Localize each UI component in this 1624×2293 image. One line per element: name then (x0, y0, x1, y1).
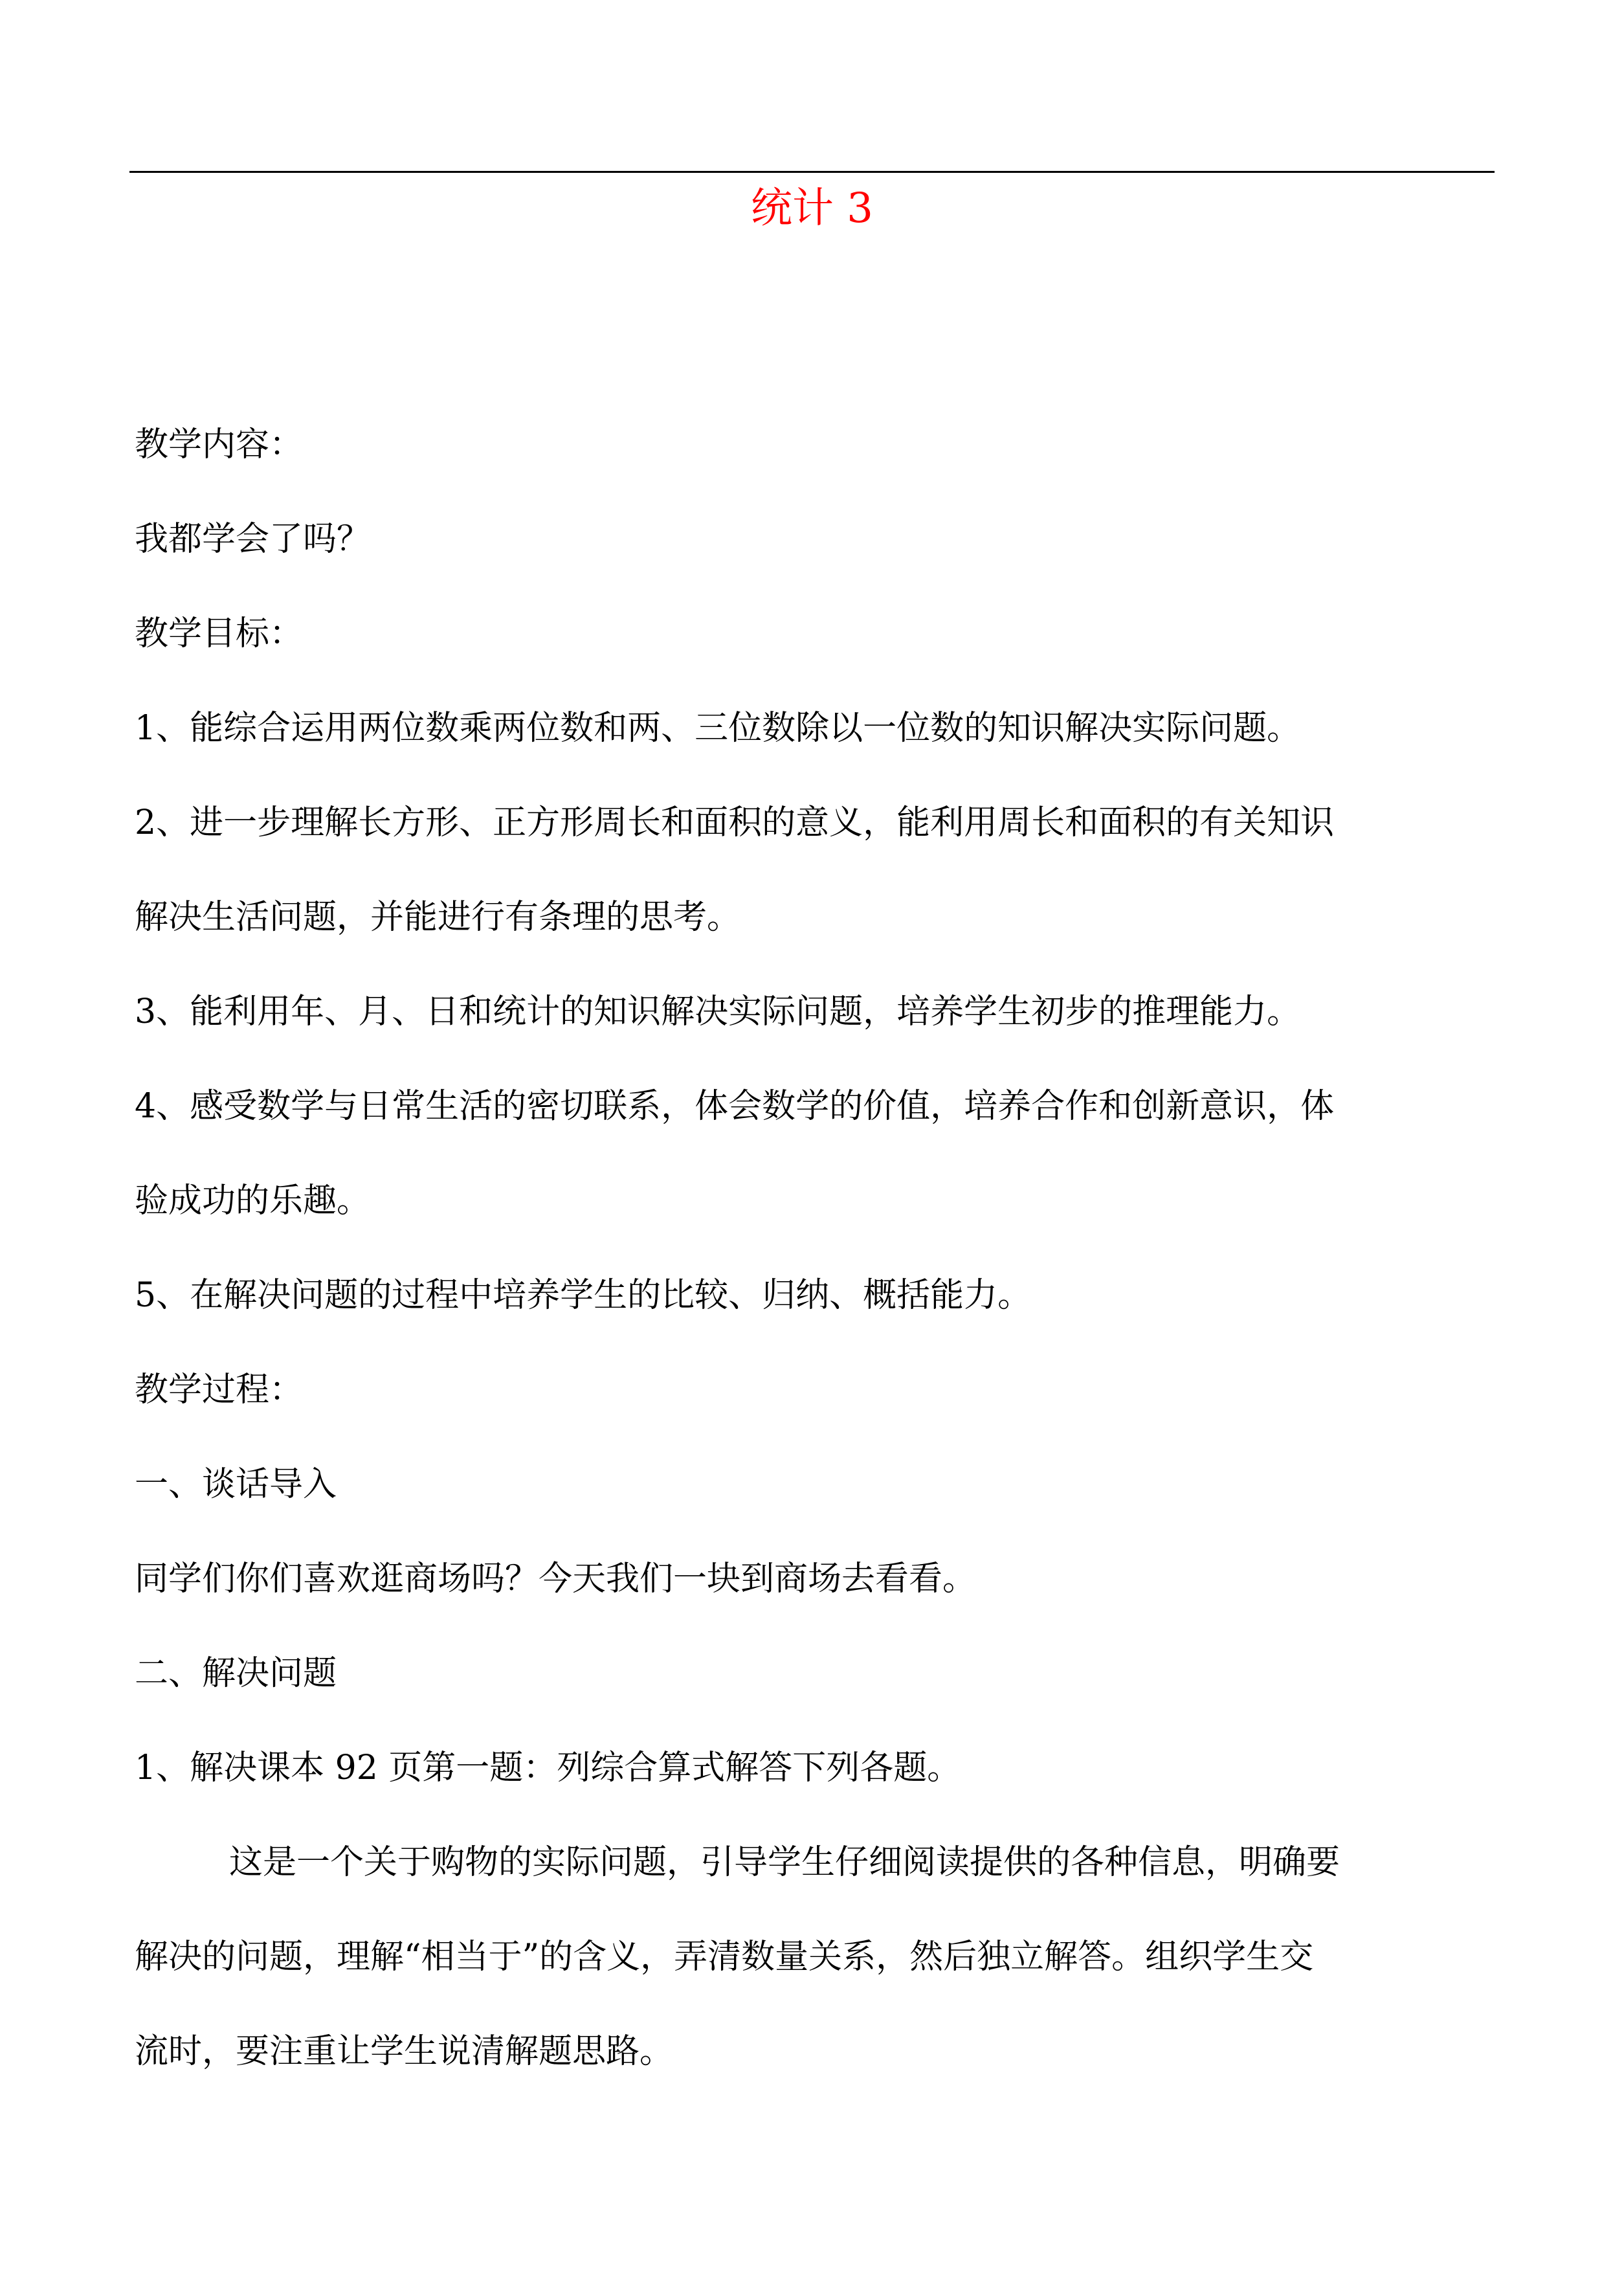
objective-item-2-continued: 解决生活问题，并能进行有条理的思考。 (135, 898, 741, 937)
objective-item-2: 2、进一步理解长方形、正方形周长和面积的意义，能利用周长和面积的有关知识 (135, 803, 1335, 842)
objective-item-3: 3、能利用年、月、日和统计的知识解决实际问题，培养学生初步的推理能力。 (135, 992, 1301, 1031)
objective-item-4-continued: 验成功的乐趣。 (135, 1181, 371, 1220)
paragraph-line: 同学们你们喜欢逛商场吗？今天我们一块到商场去看看。 (135, 1560, 977, 1598)
problem-item-1: 1、解决课本 92 页第一题：列综合算式解答下列各题。 (135, 1749, 961, 1787)
paragraph-line: 流时，要注重让学生说清解题思路。 (135, 2032, 674, 2071)
section-heading-process: 教学过程： (135, 1370, 304, 1409)
paragraph-line: 解决的问题，理解“相当于”的含义，弄清数量关系，然后独立解答。组织学生交 (135, 1938, 1314, 1976)
process-step-heading-1: 一、谈话导入 (135, 1465, 337, 1504)
paragraph-line: 这是一个关于购物的实际问题，引导学生仔细阅读提供的各种信息，明确要 (229, 1843, 1340, 1882)
objective-item-1: 1、能综合运用两位数乘两位数和两、三位数除以一位数的知识解决实际问题。 (135, 709, 1301, 748)
header-rule (129, 171, 1495, 173)
objective-item-4: 4、感受数学与日常生活的密切联系，体会数学的价值，培养合作和创新意识，体 (135, 1087, 1335, 1126)
objective-item-5: 5、在解决问题的过程中培养学生的比较、归纳、概括能力。 (135, 1276, 1032, 1315)
document-title: 统计 3 (750, 185, 874, 232)
document-body (135, 397, 1494, 2099)
paragraph-line: 我都学会了吗？ (135, 520, 371, 559)
section-heading-objectives: 教学目标： (135, 614, 304, 653)
process-step-heading-2: 二、解决问题 (135, 1654, 337, 1693)
section-heading-content: 教学内容： (135, 425, 304, 464)
